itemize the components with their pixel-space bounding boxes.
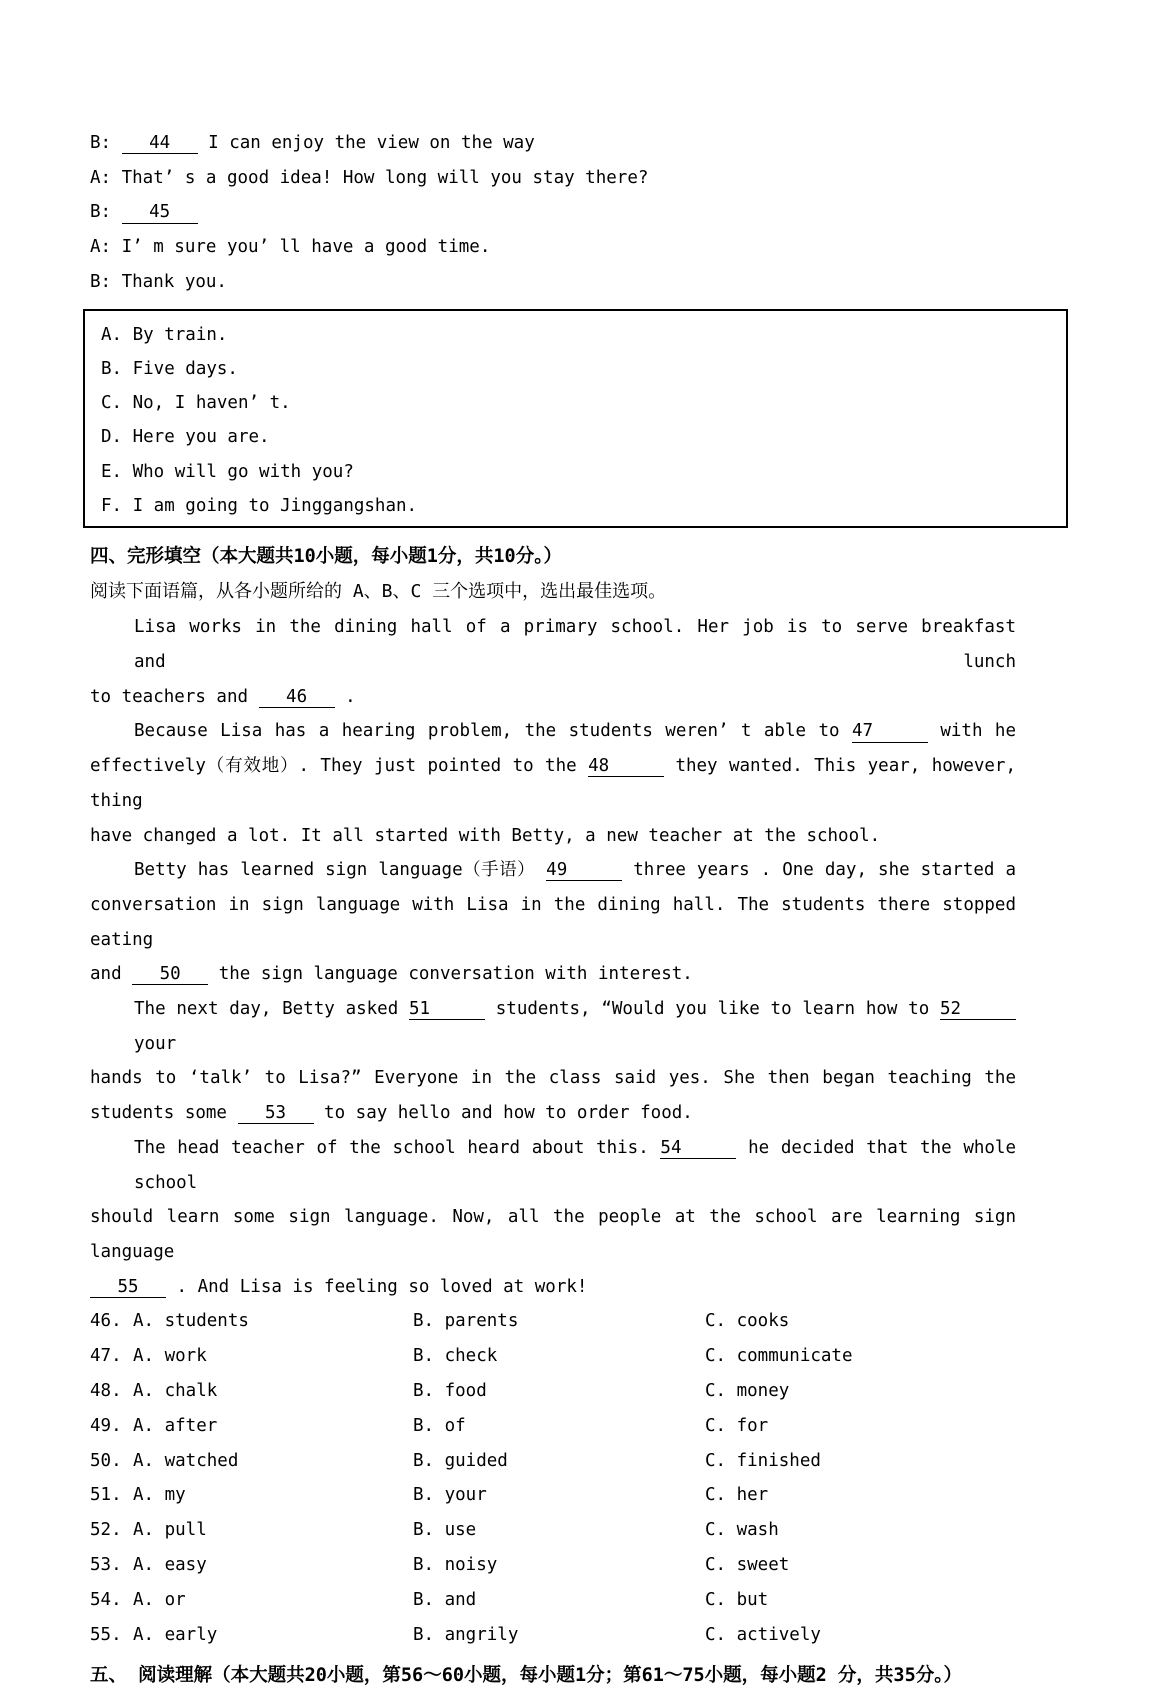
box-option: A. By train.	[101, 324, 228, 345]
cloze-line: hands to ‘talk’ to Lisa?” Everyone in the class said yes. She then began teaching the	[90, 1068, 1016, 1089]
options-box	[83, 309, 1068, 529]
cloze-line: Lisa works in the dining hall of a primary school. Her job is to serve breakfast and lunch	[134, 617, 1016, 672]
question-number: 46.	[90, 1311, 122, 1332]
question-choice: C. actively	[705, 1624, 821, 1645]
question-choice: B. your	[413, 1485, 487, 1506]
blank-45: 45	[122, 202, 198, 223]
question-choice: A. early	[133, 1624, 218, 1645]
box-option: C. No, I haven’ t.	[101, 393, 291, 414]
question-choice: B. and	[413, 1589, 477, 1610]
question-choice: A. pull	[133, 1520, 207, 1541]
blank-55: 55	[90, 1277, 166, 1298]
blank-50: 50	[132, 964, 208, 985]
question-number: 54.	[90, 1589, 122, 1610]
question-choice: B. angrily	[413, 1624, 519, 1645]
question-number: 52.	[90, 1520, 122, 1541]
box-option: B. Five days.	[101, 358, 238, 379]
blank-47: 47	[852, 721, 928, 742]
question-choice: A. watched	[133, 1450, 239, 1471]
question-number: 55.	[90, 1624, 122, 1645]
cloze-line: Betty has learned sign language（手语） 49 three years . One day, she started a	[134, 860, 1017, 881]
blank-44: 44	[122, 133, 198, 154]
blank-48: 48	[588, 756, 664, 777]
box-option: E. Who will go with you?	[101, 461, 354, 482]
cloze-questions	[90, 1304, 1016, 1652]
blank-49: 49	[546, 860, 622, 881]
blank-51: 51	[409, 999, 485, 1020]
cloze-line: The head teacher of the school heard about this. 54 he decided that the whole school	[134, 1137, 1016, 1193]
question-choice: A. or	[133, 1589, 186, 1610]
cloze-line: The next day, Betty asked 51 students, “Would you like to learn how to 52 your	[90, 992, 1016, 1061]
question-choice: C. for	[705, 1415, 769, 1436]
question-number: 51.	[90, 1485, 122, 1506]
cloze-line: to teachers and 46 .	[90, 686, 356, 707]
question-number: 47.	[90, 1346, 122, 1367]
blank-46: 46	[259, 687, 335, 708]
question-number: 49.	[90, 1415, 122, 1436]
question-choice: B. parents	[413, 1311, 519, 1332]
question-choice: B. of	[413, 1415, 466, 1436]
question-number: 50.	[90, 1450, 122, 1471]
cloze-passage	[90, 610, 1016, 1304]
cloze-line: should learn some sign language. Now, all the people at the school are learning sign language	[90, 1207, 1016, 1262]
blank-53: 53	[238, 1103, 314, 1124]
dialogue-line: A: That’ s a good idea! How long will you stay there?	[90, 167, 649, 188]
dialogue-line: B: 44 I can enjoy the view on the way	[90, 133, 535, 153]
question-choice: C. money	[705, 1380, 790, 1401]
dialogue-line: B: Thank you.	[90, 271, 227, 292]
question-choice: C. wash	[705, 1520, 779, 1541]
cloze-line: 55 . And Lisa is feeling so loved at work!	[90, 1270, 1016, 1305]
cloze-line: have changed a lot. It all started with Betty, a new teacher at the school.	[90, 825, 881, 846]
cloze-line: conversation in sign language with Lisa in the dining hall. The students there stopped eating	[90, 894, 1016, 950]
question-choice: A. my	[133, 1485, 186, 1506]
cloze-line: effectively（有效地）. They just pointed to the 48 they wanted. This year, however, thing	[90, 756, 1016, 811]
question-choice: C. sweet	[705, 1554, 790, 1575]
question-choice: B. food	[413, 1380, 487, 1401]
box-option: D. Here you are.	[101, 427, 270, 448]
blank-54: 54	[660, 1138, 736, 1159]
question-choice: A. work	[133, 1346, 207, 1367]
question-choice: A. students	[133, 1311, 249, 1332]
question-choice: B. use	[413, 1520, 477, 1541]
cloze-instruction: 阅读下面语篇，从各小题所给的 A、B、C 三个选项中，选出最佳选项。	[90, 581, 667, 603]
question-choice: C. communicate	[705, 1346, 853, 1367]
question-choice: A. easy	[133, 1554, 207, 1575]
cloze-section-title: 四、完形填空（本大题共10小题，每小题1分，共10分。）	[90, 546, 562, 568]
question-choice: C. her	[705, 1485, 769, 1506]
reading-section-title: 五、 阅读理解（本大题共20小题，第56～60小题，每小题1分；第61～75小题，每小题2 分，共35分。）	[90, 1665, 962, 1687]
dialogue-line: A: I’ m sure you’ ll have a good time.	[90, 237, 491, 258]
question-choice: C. cooks	[705, 1311, 790, 1332]
question-choice: B. noisy	[413, 1554, 498, 1575]
question-choice: B. guided	[413, 1450, 508, 1471]
cloze-line: students some 53 to say hello and how to order food.	[90, 1103, 693, 1124]
question-choice: C. finished	[705, 1450, 821, 1471]
question-choice: A. after	[133, 1415, 218, 1436]
question-number: 48.	[90, 1380, 122, 1401]
cloze-line: Because Lisa has a hearing problem, the students weren’ t able to 47 with he	[134, 721, 1016, 742]
box-option: F. I am going to Jinggangshan.	[101, 496, 418, 516]
cloze-line: and 50 the sign language conversation with interest.	[90, 964, 693, 985]
dialogue-line: B: 45	[90, 195, 1016, 230]
blank-52: 52	[940, 999, 1016, 1020]
question-number: 53.	[90, 1554, 122, 1575]
question-choice: C. but	[705, 1589, 769, 1610]
question-choice: A. chalk	[133, 1380, 218, 1401]
question-choice: B. check	[413, 1346, 498, 1367]
dialogue-section	[90, 126, 1016, 300]
